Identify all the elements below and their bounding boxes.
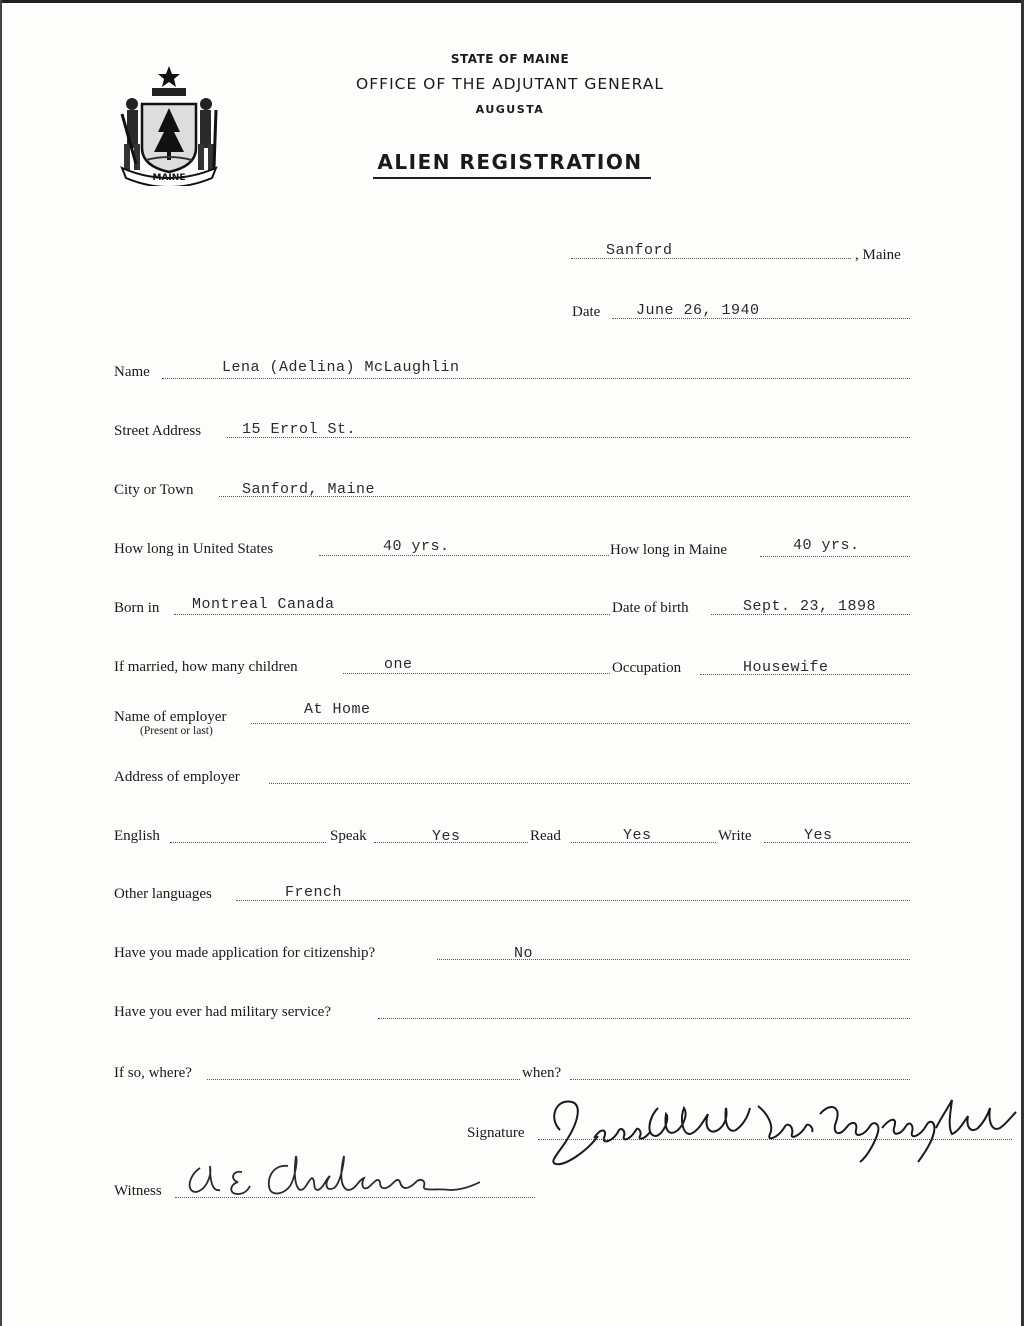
state-of-maine-seal-icon [116, 64, 222, 186]
english-field-line [170, 842, 326, 843]
military-label: Have you ever had military service? [114, 1004, 331, 1020]
scan-edge-top [0, 0, 1024, 3]
where-field-line [207, 1079, 520, 1080]
employer-address-field-line [269, 783, 910, 784]
header-state: STATE OF MAINE [450, 52, 570, 66]
if-so-where-label: If so, where? [114, 1065, 192, 1081]
witness-label: Witness [114, 1183, 162, 1199]
citizenship-label: Have you made application for citizenship? [114, 945, 376, 961]
street-address-value: 15 Errol St. [242, 421, 357, 438]
other-languages-label: Other languages [114, 886, 212, 902]
citizenship-value: No [514, 945, 534, 962]
occupation-label: Occupation [612, 660, 682, 676]
citizenship-field-line [437, 959, 910, 960]
write-value: Yes [804, 827, 833, 844]
children-label: If married, how many children [114, 659, 298, 675]
scan-edge-left [0, 0, 2, 1326]
how-long-maine-value: 40 yrs. [793, 537, 860, 554]
date-of-birth-value: Sept. 23, 1898 [743, 598, 877, 615]
english-label: English [114, 828, 160, 844]
street-address-label: Street Address [114, 423, 202, 439]
children-field-line [343, 673, 610, 674]
when-label: when? [522, 1065, 562, 1081]
speak-label: Speak [330, 828, 367, 844]
employer-name-value: At Home [304, 701, 371, 718]
employer-name-label: Name of employer [114, 709, 227, 725]
header-city: AUGUSTA [475, 103, 545, 116]
read-value: Yes [623, 827, 652, 844]
city-or-town-label: City or Town [114, 482, 194, 498]
employer-address-label: Address of employer [114, 769, 240, 785]
how-long-us-label: How long in United States [114, 541, 274, 557]
name-value: Lena (Adelina) McLaughlin [222, 359, 460, 376]
born-in-label: Born in [114, 600, 160, 616]
header-office: OFFICE OF THE ADJUTANT GENERAL [356, 75, 664, 93]
children-value: one [384, 656, 413, 673]
how-long-maine-field-line [760, 556, 910, 557]
born-in-field-line [174, 614, 610, 615]
witness-signature [180, 1150, 480, 1204]
military-field-line [378, 1018, 910, 1019]
name-field-line [162, 378, 910, 379]
write-label: Write [718, 828, 752, 844]
registrant-signature [538, 1078, 1020, 1170]
employer-name-field-line [251, 723, 910, 724]
date-of-birth-label: Date of birth [612, 600, 689, 616]
employer-name-note: (Present or last) [140, 725, 213, 737]
how-long-maine-label: How long in Maine [610, 542, 728, 558]
date-label: Date [572, 304, 601, 320]
other-languages-value: French [285, 884, 343, 901]
how-long-us-field-line [319, 555, 609, 556]
maine-suffix-label: , Maine [855, 247, 901, 263]
city-or-town-value: Sanford, Maine [242, 481, 376, 498]
read-label: Read [530, 828, 561, 844]
svg-text:MAINE: MAINE [152, 173, 186, 183]
town-value: Sanford [606, 242, 673, 259]
signature-label: Signature [467, 1125, 525, 1141]
speak-value: Yes [432, 828, 461, 845]
how-long-us-value: 40 yrs. [383, 538, 450, 555]
born-in-value: Montreal Canada [192, 596, 335, 613]
write-field-line [764, 842, 910, 843]
name-label: Name [114, 364, 150, 380]
date-value: June 26, 1940 [636, 302, 760, 319]
form-title: ALIEN REGISTRATION [377, 150, 643, 174]
occupation-value: Housewife [743, 659, 829, 676]
title-underline [373, 177, 651, 179]
